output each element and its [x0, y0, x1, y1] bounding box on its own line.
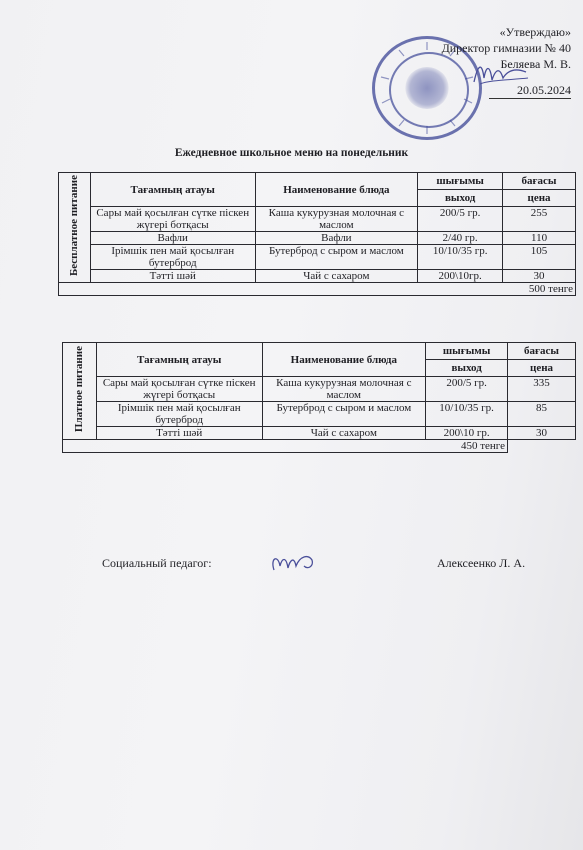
- col-output-kz: шығымы: [426, 343, 508, 360]
- dish-price: 105: [503, 245, 576, 270]
- col-output-ru: выход: [426, 360, 508, 377]
- page-title: Ежедневное школьное меню на понедельник: [174, 147, 409, 159]
- dish-name-ru: Бутерброд с сыром и маслом: [262, 402, 426, 427]
- free-menu-table: [58, 172, 576, 296]
- approval-position: Директор гимназии № 40: [441, 41, 571, 55]
- col-price-ru: цена: [508, 360, 576, 377]
- table-row: [59, 270, 576, 283]
- dish-name-ru: Чай с сахаром: [255, 270, 418, 283]
- table-row: [59, 232, 576, 245]
- dish-price: 85: [508, 402, 576, 427]
- dish-output: 200\10гр.: [418, 270, 503, 283]
- free-menu-label: Бесплатное питание: [68, 175, 81, 277]
- paid-menu-label-cell: [63, 343, 97, 440]
- dish-name-ru: Каша кукурузная молочная с маслом: [262, 377, 426, 402]
- paid-menu-label: Платное питание: [73, 346, 86, 433]
- dish-name-ru: Чай с сахаром: [262, 427, 426, 440]
- approval-heading: «Утверждаю»: [499, 25, 571, 39]
- dish-price: 110: [503, 232, 576, 245]
- dish-output: 10/10/35 гр.: [418, 245, 503, 270]
- paid-menu-table: [62, 342, 576, 453]
- dish-name-ru: Каша кукурузная молочная с маслом: [255, 207, 418, 232]
- footer-name: Алексеенко Л. А.: [437, 556, 526, 570]
- table-row: [59, 207, 576, 232]
- paid-menu-total: 450 тенге: [63, 440, 508, 453]
- col-name-ru: Наименование блюда: [262, 343, 426, 377]
- dish-price: 335: [508, 377, 576, 402]
- approval-block: [442, 24, 571, 99]
- dish-output: 10/10/35 гр.: [426, 402, 508, 427]
- approval-date: 20.05.2024: [489, 82, 571, 99]
- dish-price: 30: [508, 427, 576, 440]
- table-row: [59, 245, 576, 270]
- col-name-kz: Тағамның атауы: [96, 343, 262, 377]
- table-row: [63, 377, 576, 402]
- dish-name-kz: Тәтті шәй: [90, 270, 255, 283]
- table-row: [63, 427, 576, 440]
- dish-price: 30: [503, 270, 576, 283]
- col-price-kz: бағасы: [503, 173, 576, 190]
- social-pedagogue-signature: [268, 548, 324, 576]
- col-name-ru: Наименование блюда: [255, 173, 418, 207]
- footer-role: Социальный педагог:: [102, 556, 212, 570]
- table-row: [63, 402, 576, 427]
- col-output-kz: шығымы: [418, 173, 503, 190]
- dish-output: 200\10 гр.: [426, 427, 508, 440]
- approval-name: Беляева М. В.: [500, 57, 571, 71]
- dish-name-kz: Сары май қосылған сүтке піскен жүгері ботқасы: [96, 377, 262, 402]
- dish-price: 255: [503, 207, 576, 232]
- col-price-kz: бағасы: [508, 343, 576, 360]
- free-menu-total: 500 тенге: [59, 283, 576, 296]
- dish-output: 200/5 гр.: [426, 377, 508, 402]
- dish-name-kz: Тәтті шәй: [96, 427, 262, 440]
- dish-name-kz: Сары май қосылған сүтке піскен жүгері ботқасы: [90, 207, 255, 232]
- dish-name-kz: Ірімшік пен май қосылған бутерброд: [96, 402, 262, 427]
- col-name-kz: Тағамның атауы: [90, 173, 255, 207]
- dish-name-ru: Вафли: [255, 232, 418, 245]
- dish-name-kz: Ірімшік пен май қосылған бутерброд: [90, 245, 255, 270]
- dish-output: 200/5 гр.: [418, 207, 503, 232]
- col-price-ru: цена: [503, 190, 576, 207]
- dish-name-kz: Вафли: [90, 232, 255, 245]
- free-menu-label-cell: [59, 173, 91, 283]
- dish-name-ru: Бутерброд с сыром и маслом: [255, 245, 418, 270]
- dish-output: 2/40 гр.: [418, 232, 503, 245]
- col-output-ru: выход: [418, 190, 503, 207]
